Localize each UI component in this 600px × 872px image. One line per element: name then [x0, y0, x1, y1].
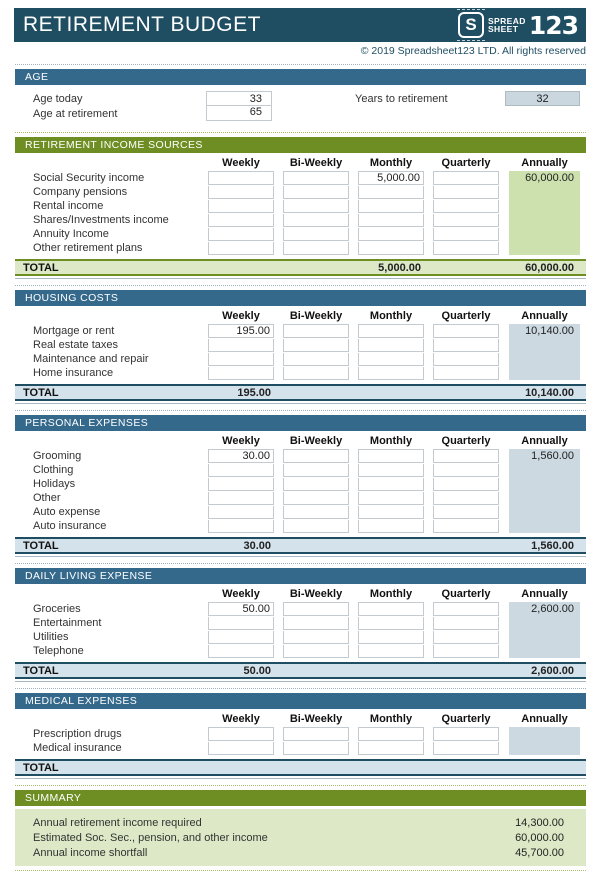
table-row	[15, 463, 499, 477]
summary-body	[15, 809, 586, 866]
row-label: Social Security income	[33, 172, 145, 184]
column-header: Weekly	[222, 157, 260, 169]
table-row	[15, 241, 499, 255]
cell-input[interactable]	[433, 214, 499, 227]
section-personal-expenses	[15, 410, 586, 557]
column-header-annually: Annually	[521, 435, 568, 447]
column-header-annually: Annually	[521, 157, 568, 169]
column-header: Monthly	[369, 713, 413, 725]
total-label: TOTAL	[23, 664, 59, 677]
years-to-retirement-label: Years to retirement	[355, 92, 448, 105]
cell-input[interactable]	[208, 742, 274, 755]
column-header: Quarterly	[441, 157, 491, 169]
table-row	[15, 185, 499, 199]
cell-input[interactable]	[433, 171, 499, 185]
cell-input[interactable]: 5,000.00	[358, 171, 424, 185]
column-header: Weekly	[222, 310, 260, 322]
rows	[15, 602, 499, 658]
cell-input[interactable]: 30.00	[208, 449, 274, 463]
column-header: Monthly	[369, 588, 413, 600]
logo-word-spread: SPREAD	[487, 15, 526, 26]
table-row	[15, 602, 499, 616]
cell-input[interactable]	[208, 631, 274, 644]
cell-input[interactable]	[208, 506, 274, 519]
total-underline	[15, 384, 586, 404]
rows	[15, 324, 499, 380]
table-row	[15, 199, 499, 213]
section-daily-living-expense	[15, 563, 586, 682]
total-annually: 1,560.00	[531, 539, 574, 552]
cell-input[interactable]	[358, 520, 424, 533]
cell-input[interactable]	[283, 339, 349, 352]
summary-value: 14,300.00	[515, 816, 564, 829]
row-label: Auto expense	[33, 506, 101, 518]
cell-input[interactable]	[358, 727, 424, 741]
annually-value: 1,560.00	[531, 450, 574, 462]
cell-input[interactable]	[283, 506, 349, 519]
cell-input[interactable]	[433, 186, 499, 199]
table-row	[15, 366, 499, 380]
copyright-text: © 2019 Spreadsheet123 LTD. All rights reserved	[360, 45, 586, 57]
column-header: Monthly	[369, 310, 413, 322]
cell-input[interactable]	[433, 742, 499, 755]
column-header-annually: Annually	[521, 713, 568, 725]
row-label: Holidays	[33, 478, 76, 490]
total-row	[15, 537, 586, 554]
cell-input[interactable]	[358, 353, 424, 366]
cell-input[interactable]	[433, 200, 499, 213]
row-label: Clothing	[33, 464, 74, 476]
cell-input[interactable]	[433, 602, 499, 616]
cell-input[interactable]	[208, 339, 274, 352]
logo-wordmark	[488, 17, 526, 34]
cell-input[interactable]	[433, 464, 499, 477]
total-underline	[15, 662, 586, 682]
cell-input[interactable]	[358, 464, 424, 477]
annually-column	[509, 171, 580, 255]
logo-s-icon: S	[458, 12, 484, 38]
column-header-row	[15, 156, 586, 170]
cell-input[interactable]	[433, 242, 499, 255]
cell-input[interactable]	[283, 742, 349, 755]
row-label: Mortgage or rent	[33, 325, 115, 337]
cell-input[interactable]	[283, 200, 349, 213]
row-label: Entertainment	[33, 617, 102, 629]
summary-row	[33, 830, 568, 845]
cell-input[interactable]	[433, 449, 499, 463]
cell-input[interactable]	[283, 242, 349, 255]
table-row	[15, 630, 499, 644]
cell-input[interactable]	[208, 727, 274, 741]
total-row	[15, 662, 586, 679]
cell-input[interactable]	[208, 242, 274, 255]
retirement-budget-page	[0, 8, 600, 859]
row-label: Home insurance	[33, 367, 114, 379]
column-header: Quarterly	[441, 435, 491, 447]
total-underline	[15, 759, 586, 779]
row-label: Prescription drugs	[33, 728, 122, 740]
row-label: Medical insurance	[33, 742, 122, 754]
cell-input[interactable]	[358, 631, 424, 644]
annually-value: 10,140.00	[525, 325, 574, 337]
column-header: Quarterly	[441, 588, 491, 600]
column-header: Bi-Weekly	[289, 157, 343, 169]
table-row	[15, 477, 499, 491]
row-label: Auto insurance	[33, 520, 107, 532]
table-row	[15, 491, 499, 505]
section-retirement-income-sources	[15, 132, 586, 279]
column-header: Weekly	[222, 713, 260, 725]
cell-input[interactable]	[433, 645, 499, 658]
annually-value: 60,000.00	[525, 172, 574, 184]
cell-input[interactable]	[433, 492, 499, 505]
rows	[15, 449, 499, 533]
cell-input[interactable]	[208, 367, 274, 380]
years-to-retirement-value: 32	[505, 91, 580, 106]
row-label: Other	[33, 492, 61, 504]
total-value: 50.00	[243, 664, 271, 677]
cell-input[interactable]: 195.00	[208, 324, 274, 338]
cell-input[interactable]	[283, 520, 349, 533]
column-header: Weekly	[222, 588, 260, 600]
table-row	[15, 616, 499, 630]
cell-input[interactable]	[433, 520, 499, 533]
cell-input[interactable]	[358, 324, 424, 338]
age-body	[15, 85, 586, 126]
summary-row	[33, 845, 568, 860]
total-underline	[15, 259, 586, 279]
total-row	[15, 384, 586, 401]
spreadsheet123-logo	[457, 9, 578, 41]
cell-input[interactable]	[358, 200, 424, 213]
cell-input[interactable]	[283, 645, 349, 658]
cell-input[interactable]	[283, 353, 349, 366]
section-header-personal-expenses: PERSONAL EXPENSES	[15, 415, 586, 431]
cell-input[interactable]	[358, 617, 424, 630]
total-annually: 60,000.00	[525, 261, 574, 274]
cell-input[interactable]	[433, 631, 499, 644]
table-body	[15, 171, 586, 255]
cell-input[interactable]	[283, 449, 349, 463]
column-header: Quarterly	[441, 310, 491, 322]
section-header-retirement-income-sources: RETIREMENT INCOME SOURCES	[15, 137, 586, 153]
cell-input[interactable]	[283, 324, 349, 338]
table-row	[15, 741, 499, 755]
column-header-annually: Annually	[521, 310, 568, 322]
total-label: TOTAL	[23, 761, 59, 774]
summary-value: 60,000.00	[515, 831, 564, 844]
age-today-label: Age today	[33, 92, 83, 105]
cell-input[interactable]	[358, 449, 424, 463]
column-header: Bi-Weekly	[289, 588, 343, 600]
cell-input[interactable]	[283, 171, 349, 185]
row-label: Utilities	[33, 631, 69, 643]
summary-value: 45,700.00	[515, 846, 564, 859]
cell-input[interactable]	[283, 464, 349, 477]
summary-label: Annual retirement income required	[33, 816, 202, 829]
summary-label: Annual income shortfall	[33, 846, 148, 859]
cell-input[interactable]	[208, 171, 274, 185]
column-header: Bi-Weekly	[289, 713, 343, 725]
cell-input[interactable]	[208, 492, 274, 505]
cell-input[interactable]	[283, 214, 349, 227]
cell-input[interactable]	[208, 520, 274, 533]
table-row	[15, 519, 499, 533]
cell-input[interactable]	[358, 742, 424, 755]
table-row	[15, 324, 499, 338]
cell-input[interactable]	[283, 478, 349, 491]
cell-input[interactable]	[433, 228, 499, 241]
cell-input[interactable]	[208, 200, 274, 213]
section-header-medical-expenses: MEDICAL EXPENSES	[15, 693, 586, 709]
section-summary	[15, 785, 586, 866]
cell-input[interactable]	[358, 339, 424, 352]
age-today-input[interactable]: 33	[206, 91, 272, 106]
table-body	[15, 324, 586, 380]
row-label: Annuity Income	[33, 228, 109, 240]
rows	[15, 727, 499, 755]
cell-input[interactable]	[433, 339, 499, 352]
table-row	[15, 505, 499, 519]
annually-value	[509, 727, 574, 742]
cell-input[interactable]	[208, 464, 274, 477]
cell-input[interactable]	[208, 645, 274, 658]
page-title: RETIREMENT BUDGET	[23, 13, 261, 36]
cell-input[interactable]	[208, 617, 274, 630]
cell-input[interactable]	[283, 367, 349, 380]
cell-input[interactable]	[358, 228, 424, 241]
column-header: Monthly	[369, 157, 413, 169]
summary-row	[33, 815, 568, 830]
total-value: 5,000.00	[378, 261, 421, 274]
cell-input[interactable]	[283, 617, 349, 630]
cell-input[interactable]	[358, 186, 424, 199]
logo-123: 123	[528, 10, 578, 40]
cell-input[interactable]	[208, 186, 274, 199]
annually-column	[509, 727, 580, 755]
cell-input[interactable]	[208, 353, 274, 366]
cell-input[interactable]	[358, 602, 424, 616]
column-header-row	[15, 434, 586, 448]
section-housing-costs	[15, 285, 586, 404]
cell-input[interactable]	[358, 214, 424, 227]
total-row	[15, 759, 586, 776]
logo-word-sheet: SHEET	[487, 24, 519, 34]
row-label: Telephone	[33, 645, 84, 657]
table-row	[15, 227, 499, 241]
annually-column	[509, 602, 580, 658]
cell-input[interactable]	[433, 506, 499, 519]
table-row	[15, 644, 499, 658]
table-row	[15, 727, 499, 741]
cell-input[interactable]	[283, 602, 349, 616]
section-header-summary: SUMMARY	[15, 790, 586, 806]
cell-input[interactable]	[283, 228, 349, 241]
cell-input[interactable]	[283, 492, 349, 505]
column-header: Weekly	[222, 435, 260, 447]
row-label: Maintenance and repair	[33, 353, 149, 365]
cell-input[interactable]	[433, 324, 499, 338]
budget-sections	[0, 132, 600, 779]
column-header-row	[15, 309, 586, 323]
table-row	[15, 213, 499, 227]
logo-s-frame	[457, 9, 485, 41]
cell-input[interactable]	[208, 478, 274, 491]
annually-value: 2,600.00	[531, 603, 574, 615]
table-row	[15, 449, 499, 463]
cell-input[interactable]: 50.00	[208, 602, 274, 616]
row-label: Grooming	[33, 450, 82, 462]
total-label: TOTAL	[23, 539, 59, 552]
total-label: TOTAL	[23, 261, 59, 274]
cell-input[interactable]	[433, 478, 499, 491]
total-value: 195.00	[237, 386, 271, 399]
cell-input[interactable]	[283, 186, 349, 199]
column-header-annually: Annually	[521, 588, 568, 600]
column-header: Monthly	[369, 435, 413, 447]
column-header: Bi-Weekly	[289, 435, 343, 447]
years-to-retirement-row	[355, 91, 580, 106]
cell-input[interactable]	[283, 727, 349, 741]
section-medical-expenses	[15, 688, 586, 779]
row-label: Real estate taxes	[33, 339, 118, 351]
total-value: 30.00	[243, 539, 271, 552]
section-age	[15, 64, 586, 126]
cell-input[interactable]	[358, 645, 424, 658]
summary-label: Estimated Soc. Sec., pension, and other income	[33, 831, 268, 844]
age-at-retirement-row	[15, 106, 586, 121]
cell-input[interactable]	[208, 228, 274, 241]
cell-input[interactable]	[358, 506, 424, 519]
cell-input[interactable]	[358, 367, 424, 380]
cell-input[interactable]	[433, 727, 499, 741]
cell-input[interactable]	[433, 617, 499, 630]
title-bar	[14, 8, 586, 42]
cell-input[interactable]	[433, 353, 499, 366]
table-body	[15, 602, 586, 658]
column-header: Bi-Weekly	[289, 310, 343, 322]
total-underline	[15, 537, 586, 557]
age-at-retirement-label: Age at retirement	[33, 107, 118, 120]
section-header-daily-living-expense: DAILY LIVING EXPENSE	[15, 568, 586, 584]
cell-input[interactable]	[208, 214, 274, 227]
row-label: Shares/Investments income	[33, 214, 169, 226]
total-annually: 10,140.00	[525, 386, 574, 399]
total-label: TOTAL	[23, 386, 59, 399]
total-annually: 2,600.00	[531, 664, 574, 677]
row-label: Other retirement plans	[33, 242, 143, 254]
row-label: Rental income	[33, 200, 104, 212]
cell-input[interactable]	[358, 492, 424, 505]
column-header: Quarterly	[441, 713, 491, 725]
cell-input[interactable]	[433, 367, 499, 380]
section-header-housing-costs: HOUSING COSTS	[15, 290, 586, 306]
cell-input[interactable]	[358, 242, 424, 255]
table-row	[15, 338, 499, 352]
age-at-retirement-input[interactable]: 65	[206, 106, 272, 121]
column-header-row	[15, 712, 586, 726]
table-body	[15, 727, 586, 755]
annually-column	[509, 449, 580, 533]
row-label: Company pensions	[33, 186, 128, 198]
total-row	[15, 259, 586, 276]
row-label: Groceries	[33, 603, 81, 615]
rows	[15, 171, 499, 255]
annually-column	[509, 324, 580, 380]
table-row	[15, 171, 499, 185]
cell-input[interactable]	[283, 631, 349, 644]
section-header-age: AGE	[15, 69, 586, 85]
table-row	[15, 352, 499, 366]
cell-input[interactable]	[358, 478, 424, 491]
column-header-row	[15, 587, 586, 601]
table-body	[15, 449, 586, 533]
